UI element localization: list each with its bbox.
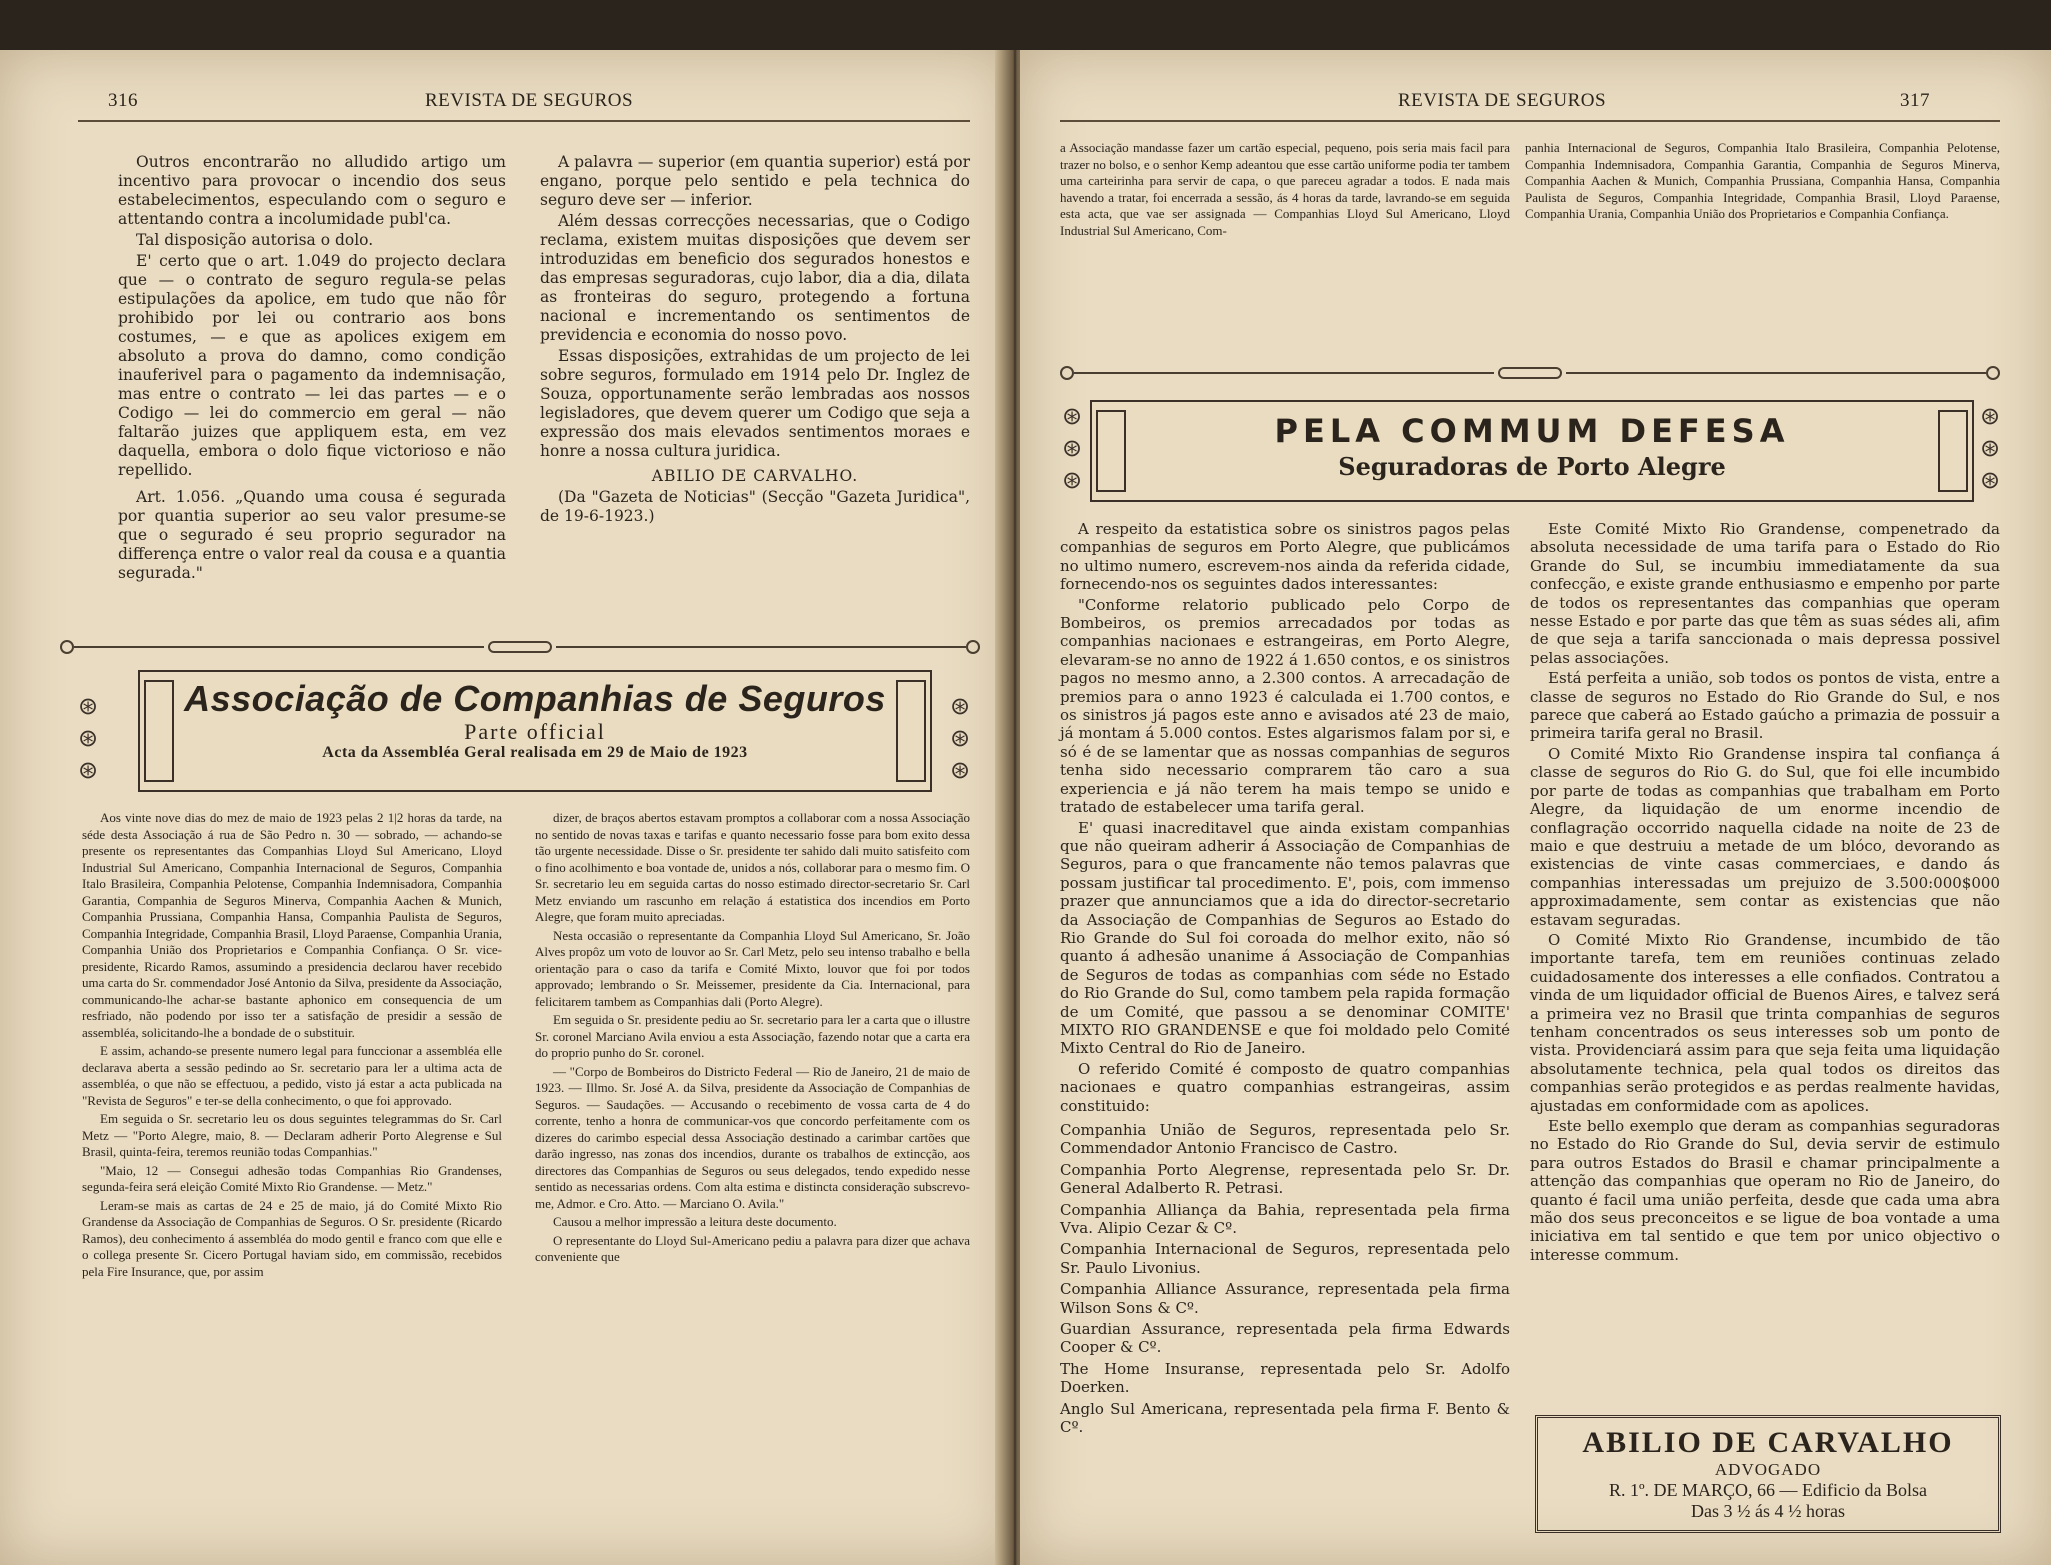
swirl-ornament-icon: ⊛ ⊛ ⊛ — [950, 692, 971, 784]
paragraph: E assim, achando-se presente numero legal para funccionar a assembléa elle declarava aberta a sessão pedindo ao Sr. secretario para ler a ultima acta de assembléa, o que não se effectuou, a pedido, visto já estar a acta publicada na "Revista de Seguros" e ter-se della conhecimento, o que foi approvado. — [82, 1043, 502, 1108]
paragraph: Leram-se mais as cartas de 24 e 25 de maio, já do Comité Mixto Rio Grandense da Associação de Companhias de Seguros. O Sr. presidente (Ricardo Ramos), deu conhecimento á assembléa do modo gentil e franco com que elle e o collega presente Sr. Cicero Portugal haviam sido, em commissão, recebidos pela Fire Insurance, que, por assim — [82, 1197, 502, 1279]
section-divider — [1060, 366, 2000, 380]
paragraph: panhia Internacional de Seguros, Companhia Italo Brasileira, Companhia Pelotense, Companhia Indemnisadora, Companhia Garantia, Companhia de Seguros Minerva, Companhia Aachen & Munich, Companhia Prussiana, Companhia Hansa, Companhia Paulista de Seguros, Companhia Integridade, Companhia Brasil, Lloyd Paraense, Companhia Urania, Companhia União dos Proprietarios e Companhia Confiança. — [1525, 140, 2000, 221]
list-item: Companhia Alliance Assurance, representada pela firma Wilson Sons & Cº. — [1060, 1280, 1510, 1317]
swirl-ornament-icon: ⊛ ⊛ ⊛ — [1062, 402, 1083, 494]
paragraph: a Associação mandasse fazer um cartão especial, pequeno, pois seria mais facil para trazer no bolso, e o senhor Kemp adeantou que esse cartão uniforme podia ter tambem uma carteirinha para servir de capa, o que pareceu agradar a todos. E nada mais havendo a tratar, foi encerrada a sessão, ás 4 horas da tarde, lavrando-se em seguida esta acta, que vae ser assignada — Companhias Lloyd Sul Americano, Lloyd Industrial Sul Americano, Com- — [1060, 140, 1510, 238]
paragraph: Causou a melhor impressão a leitura deste documento. — [553, 1214, 837, 1229]
list-item: Companhia Alliança da Bahia, representada pela firma Vva. Alipio Cezar & Cº. — [1060, 1200, 1510, 1238]
banner-subheading: Acta da Assembléa Geral realisada em 29 de Maio de 1923 — [322, 744, 748, 761]
paragraph: Aos vinte nove dias do mez de maio de 1923 pelas 2 1|2 horas da tarde, na séde desta Associação á rua de São Pedro n. 30 — sobrado, — achando-se presente os representantes das Companhias Lloyd Sul Americano, Lloyd Industrial Sul Americano, Companhia Internacional de Seguros, Companhia Italo Brasileira, Companhia Pelotense, Companhia Indemnisadora, Companhia Garantia, Companhia de Seguros Minerva, Companhia Aachen & Munich, Companhia Prussiana, Companhia Hansa, Companhia Paulista de Seguros, Companhia Integridade, Companhia Brasil, Lloyd Paraense, Companhia Urania, Companhia União dos Proprietarios e Companhia Confiança. O Sr. vice-presidente, Ricardo Ramos, assumindo a presidencia declarou haver recebido uma carta do Sr. commendador José Antonio da Silva, presidente da Associação, communicando-lhe achar-se bastante aphonico em consequencia de um resfriado, não podendo por isso ter a satisfação de presidir a sessão de assembléa, solicitando-lhe a bondade de o substituir. — [82, 810, 502, 1040]
section-banner — [138, 670, 932, 792]
paragraph: Este bello exemplo que deram as companhias seguradoras no Estado do Rio Grande do Sul, devia servir de estimulo para outros Estados do Brasil e chamar principalmente a attenção das companhias que operam no Rio de Janeiro, do quanto é facil uma união perfeita, desde que cada uma abra mão dos seus preconceitos e se ligue de boa vontade a uma iniciativa em tal sentido e que tem por unico objectivo o interesse commum. — [1530, 1117, 2000, 1264]
author-signature: ABILIO DE CARVALHO. — [651, 467, 859, 485]
list-item: Companhia Internacional de Seguros, representada pelo Sr. Paulo Livonius. — [1060, 1240, 1510, 1277]
article-column-2 — [1530, 520, 2000, 1266]
running-head: REVISTA DE SEGUROS — [425, 90, 634, 111]
committee-list — [1060, 1121, 1510, 1437]
source-citation: (Da "Gazeta de Noticias" (Secção "Gazeta Juridica", de 19-6-1923.) — [540, 488, 970, 525]
section-banner — [1090, 400, 1974, 502]
minutes-continuation-column-1 — [1060, 140, 1510, 241]
paragraph: A respeito da estatistica sobre os sinistros pagos pelas companhias de seguros em Porto Alegre, que publicámos no ultimo numero, escrevem-nos ainda da referida cidade, fornecendo-nos os seguintes dados interessantes: — [1060, 520, 1510, 594]
minutes-column-2 — [535, 810, 970, 1268]
right-page — [1020, 50, 2051, 1565]
paragraph: Em seguida o Sr. secretario leu os dous seguintes telegrammas do Sr. Carl Metz — "Porto Alegre, maio, 8. — Declaram adherir Porto Alegrense e Sul Brasil, quinta-feira, teremos reunião todas Companhias." — [82, 1111, 502, 1159]
minutes-column-1 — [82, 810, 502, 1282]
banner-title: Associação de Companhias de Seguros — [184, 678, 886, 719]
ornament-icon — [896, 680, 926, 782]
ornament-icon — [144, 680, 174, 782]
advert-hours: Das 3 ½ ás 4 ½ horas — [1691, 1501, 1845, 1521]
section-divider — [60, 640, 980, 654]
paragraph: — "Corpo de Bombeiros do Districto Federal — Rio de Janeiro, 21 de maio de 1923. — Illmo. Sr. José A. da Silva, presidente da Associação de Companhias de Seguros. — Saudações. — Accusando o recebimento de vossa carta de 4 do corrente, tenho a honra de communicar-vos que concordo perfeitamente com os dizeres do carimbo especial dessa Associação destinado a carimbar cartões que darão ingresso, nas zonas dos incendios, durante os trabalhos de extincção, aos directores das Companhias de Seguros ou seus delegados, tendo expedido nesse sentido as necessarias ordens. Com alta estima e distincta consideração subscrevo-me, Admor. e Cro. Atto. — Marciano O. Avila." — [535, 1063, 970, 1211]
banner-title: PELA COMMUM DEFESA — [1274, 412, 1790, 450]
header-rule — [1060, 120, 2000, 122]
paragraph: O Comité Mixto Rio Grandense inspira tal confiança á classe de seguros do Rio G. do Sul, que foi elle incumbido por parte de todas as companhias que trabalham em Porto Alegre, da liquidação de um enorme incendio de conflagração occorrido naquella cidade na noite de 23 de maio e que destruiu a metade de um blóco, devorando as existencias de vinte casas commerciaes, e dando ás companhias interessadas um prejuizo de 3.500:000$000 approximadamente, sem contar as existencias que não estavam seguradas. — [1530, 744, 2000, 929]
advert-title: ADVOGADO — [1714, 1460, 1822, 1479]
paragraph: E' quasi inacreditavel que ainda existam companhias que não queiram adherir á Associação de Companhias de Seguros, para o que francamente não temos palavras que possam justificar tal procedimento. E', pois, com immenso prazer que annunciamos que a ida do director-secretario da Associação de Companhias de Seguros ao Estado do Rio Grande do Sul foi coroada do melhor exito, não só quanto á adhesão unanime á Associação de Companhias de Seguros de todas as companhias com séde no Estado do Rio Grande do Sul, como tambem pela rapida formação de um Comité, que passou a se denominar COMITE' MIXTO RIO GRANDENSE e que foi moldado pelo Comité Mixto Central do Rio de Janeiro. — [1060, 818, 1510, 1058]
swirl-ornament-icon: ⊛ ⊛ ⊛ — [78, 692, 99, 784]
paragraph: O referido Comité é composto de quatro companhias nacionaes e quatro companhias estrangeiras, assim constituido: — [1060, 1059, 1510, 1115]
paragraph: Está perfeita a união, sob todos os pontos de vista, entre a classe de seguros no Estado do Rio Grande do Sul, e nos parece que caberá ao Estado gaúcho a primazia de possuir a primeira tarifa geral no Brasil. — [1530, 669, 2000, 743]
banner-subtitle: Parte official — [464, 719, 606, 744]
lawyer-advertisement — [1535, 1415, 2001, 1533]
minutes-continuation-column-2 — [1525, 140, 2000, 225]
paragraph: Art. 1.056. „Quando uma cousa é segurada por quantia superior ao seu valor presume-se que o segurado é seu proprio segurador na differença entre o valor real da cousa e a quantia segurada." — [118, 488, 506, 582]
page-number: 317 — [1900, 90, 1930, 111]
advert-address: R. 1º. DE MARÇO, 66 — Edificio da Bolsa — [1608, 1480, 1928, 1500]
list-item: Anglo Sul Americana, representada pela firma F. Bento & Cº. — [1060, 1399, 1510, 1437]
paragraph: "Maio, 12 — Consegui adhesão todas Companhias Rio Grandenses, segunda-feira será eleição Comité Mixto Rio Grandense. — Metz." — [82, 1162, 502, 1194]
page-number: 316 — [108, 90, 138, 111]
paragraph: E' certo que o art. 1.049 do projecto declara que — o contrato de seguro regula-se pelas estipulações da apolice, em tudo que não fôr prohibido por lei ou contrario aos bons costumes, — e que as apolices exigem em absoluto a prova do damno, como condição inauferivel para o pagamento da indemnisação, mas entre o contrato — lei das partes — e o Codigo — lei do commercio em geral — não faltarão juizes que appliquem esta, em vez daquella, embora o dolo fique victorioso e não repellido. — [118, 252, 506, 479]
paragraph: Outros encontrarão no alludido artigo um incentivo para provocar o incendio dos seus estabelecimentos, especulando com o seguro e attentando contra a incolumidade publ'ca. — [118, 153, 506, 228]
paragraph: "Conforme relatorio publicado pelo Corpo de Bombeiros, os premios arrecadados por todas as companhias nacionaes e estrangeiras, em Porto Alegre, elevaram-se no anno de 1922 á 1.650 contos, e os sinistros pagos no mesmo anno, a 2.300 contos. A arrecadação de premios para o anno 1923 é calculada ei 1.700 contos, e os sinistros já pagos este anno e avisados até 23 de maio, já montam á 5.000 contos. Estes algarismos falam por si, e só é de se lamentar que as nossas companhias de seguros tenha sido necessario comprarem tão caro a sua experiencia e já não terem ha mais tempo se unido e tratado de estabelecer uma tarifa geral. — [1060, 595, 1510, 817]
paragraph: Em seguida o Sr. presidente pediu ao Sr. secretario para ler a carta que o illustre Sr. coronel Marciano Avila enviou a esta Associação, fazendo notar que a carta era do proprio punho do Sr. coronel. — [535, 1012, 970, 1060]
paragraph: Tal disposição autorisa o dolo. — [136, 231, 374, 249]
paragraph: Nesta occasião o representante da Companhia Lloyd Sul Americano, Sr. João Alves propôz um voto de louvor ao Sr. Carl Metz, pelo seu intenso trabalho e bella orientação para o caso da tarifa e Comité Mixto, louvor que foi por todos approvado; lembrando o Sr. Meissemer, presidente da Cia. Internacional, para felicitarem tambem as Companhias dali (Porto Alegre). — [535, 927, 970, 1009]
left-page — [0, 50, 1010, 1565]
list-item: Companhia Porto Alegrense, representada pelo Sr. Dr. General Adalberto R. Petrasi. — [1060, 1160, 1510, 1198]
article-column-1 — [1060, 520, 1510, 1440]
ornament-icon — [1096, 410, 1126, 492]
paragraph: Este Comité Mixto Rio Grandense, compenetrado da absoluta necessidade de uma tarifa para o Estado do Rio Grande do Sul, se incumbiu immediatamente da sua confecção, e existe grande enthusiasmo e empenho por parte de todos os representantes das companhias que operam nesse Estado e por parte das que têm as suas sédes ali, afim de que seja a tarifa sanccionada o mais depressa possivel pelas associações. — [1530, 520, 2000, 667]
paragraph: O representante do Lloyd Sul-Americano pediu a palavra para dizer que achava conveniente que — [535, 1232, 970, 1264]
paragraph: Essas disposições, extrahidas de um projecto de lei sobre seguros, formulado em 1914 pelo Dr. Inglez de Souza, opportunamente serão lembradas aos nossos legisladores, que devem querer um Codigo que seja a expressão dos mais elevados sentimentos moraes e honre a nossa cultura juridica. — [540, 347, 970, 460]
paragraph: O Comité Mixto Rio Grandense, incumbido de tão importante tarefa, tem em reuniões continuas zelado cuidadosamente dos interesses a elle confiados. Contratou a vinda de um liquidador official de Buenos Aires, e talvez será a primeira vez no Brasil que trinta companhias de seguros tenham concentrados os seus interesses sob um ponto de vista. Providenciará assim para que seja feita uma liquidação absolutamente technica, pela qual todos os direitos das companhias serão protegidos e as perdas realmente havidas, ajustadas em conformidade com as apolices. — [1530, 930, 2000, 1115]
running-head: REVISTA DE SEGUROS — [1398, 90, 1607, 111]
article-column-1 — [118, 153, 506, 585]
paragraph: Além dessas correcções necessarias, que o Codigo reclama, existem muitas disposições que devem ser introduzidas em beneficio dos segurados honestos e das empresas seguradoras, cujo labor, dia a dia, dilata as fronteiras do seguro, protegendo a fortuna nacional e incrementando os sentimentos de previdencia e economia do nosso povo. — [540, 212, 970, 344]
list-item: The Home Insuranse, representada pelo Sr. Adolfo Doerken. — [1060, 1359, 1510, 1397]
paragraph: dizer, de braços abertos estavam promptos a collaborar com a nossa Associação no sentido de novas taxas e tarifas e quanto necessario fosse para bom exito dessa tão urgente necessidade. Disse o Sr. presidente ter sahido dali muito satisfeito com o fino acolhimento e boa vontade de, unidos a nós, collaborar para o mesmo fim. O Sr. secretario leu em seguida cartas do nosso estimado director-secretario Sr. Carl Metz enviando um rascunho em relação á estatistica dos incendios em Porto Alegre, que foram muito apreciadas. — [535, 810, 970, 924]
swirl-ornament-icon: ⊛ ⊛ ⊛ — [1980, 402, 2001, 494]
paragraph: A palavra — superior (em quantia superior) está por engano, porque pelo sentido e pela technica do seguro deve ser — inferior. — [540, 153, 970, 209]
ornament-icon — [1938, 410, 1968, 492]
header-rule — [78, 120, 970, 122]
article-column-2 — [540, 153, 970, 528]
list-item: Guardian Assurance, representada pela firma Edwards Cooper & Cº. — [1060, 1320, 1510, 1357]
banner-subtitle: Seguradoras de Porto Alegre — [1338, 452, 1726, 481]
advert-name: ABILIO DE CARVALHO — [1582, 1426, 1954, 1459]
list-item: Companhia União de Seguros, representada pelo Sr. Commendador Antonio Francisco de Castro. — [1060, 1121, 1510, 1158]
